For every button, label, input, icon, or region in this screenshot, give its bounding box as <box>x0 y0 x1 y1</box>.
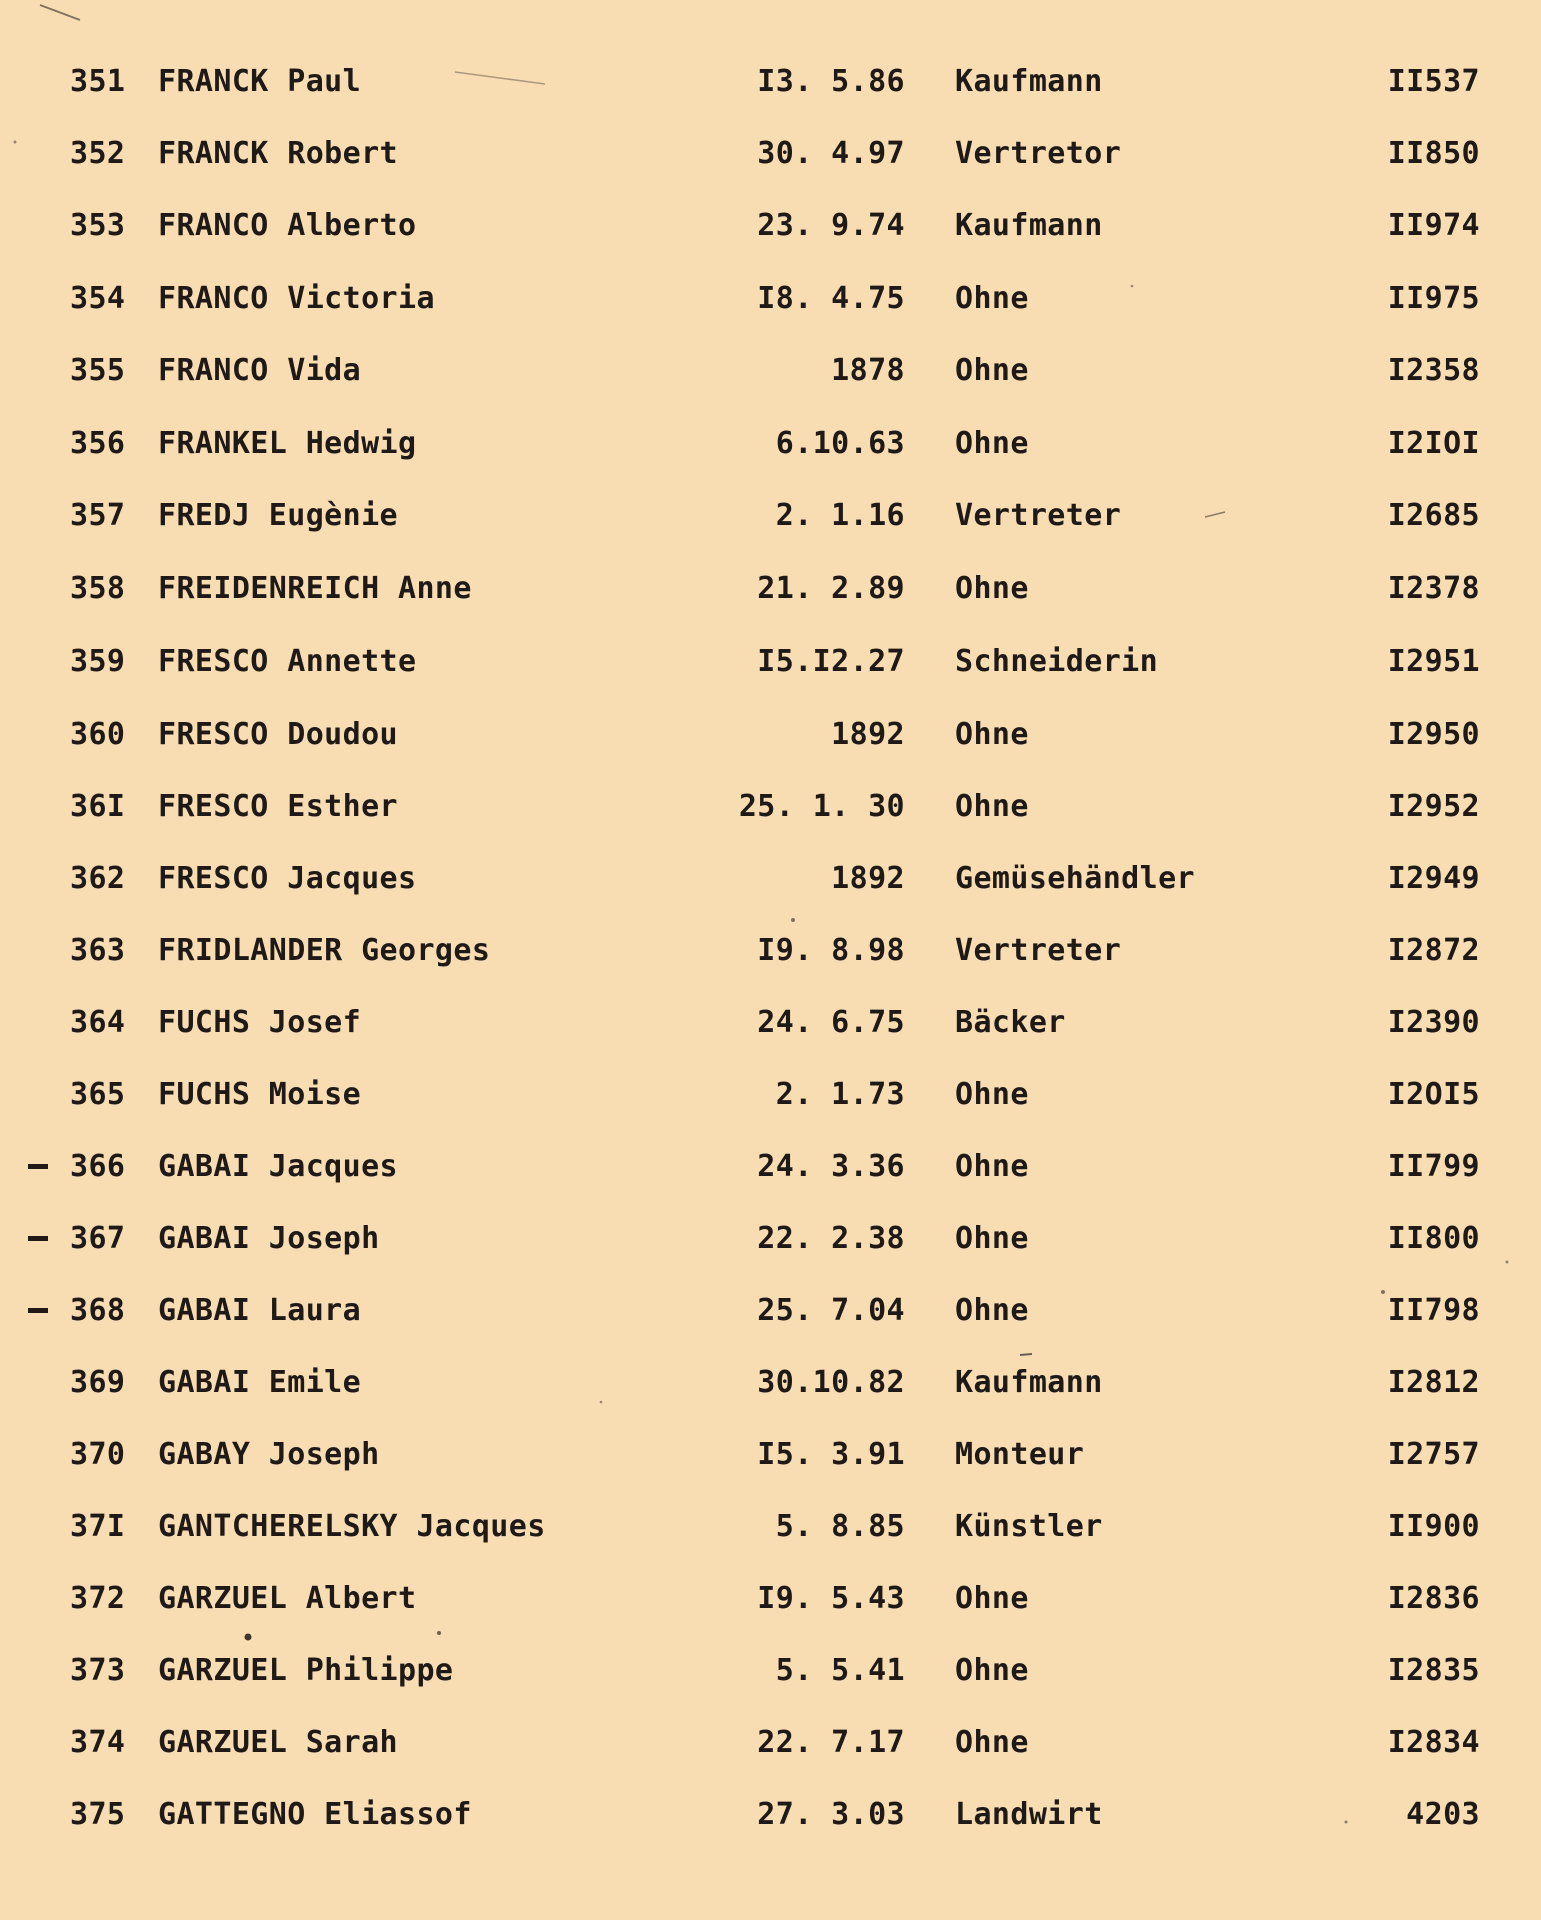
person-name: GARZUEL Philippe <box>158 1653 454 1688</box>
birth-date: 1878 <box>831 353 905 388</box>
record-number: I2949 <box>1387 861 1480 896</box>
birth-date: 30.10.82 <box>757 1365 905 1400</box>
birth-date: I9. 5.43 <box>757 1581 905 1616</box>
record-number: I2950 <box>1387 717 1480 752</box>
entry-number: 374 <box>70 1725 126 1760</box>
birth-date: 6.10.63 <box>775 426 905 461</box>
person-name: FUCHS Moise <box>158 1077 362 1112</box>
person-name: FRESCO Annette <box>158 644 417 679</box>
person-name: FRANCO Vida <box>158 353 362 388</box>
person-name: FRESCO Jacques <box>158 861 417 896</box>
record-number: I2358 <box>1387 353 1480 388</box>
record-number: I2812 <box>1387 1365 1480 1400</box>
occupation: Ohne <box>955 1077 1029 1112</box>
list-item <box>0 1003 1541 1043</box>
occupation: Ohne <box>955 789 1029 824</box>
person-name: FREIDENREICH Anne <box>158 571 472 606</box>
occupation: Ohne <box>955 1581 1029 1616</box>
birth-date: I5.I2.27 <box>757 644 905 679</box>
birth-date: 24. 6.75 <box>757 1005 905 1040</box>
birth-date: 23. 9.74 <box>757 208 905 243</box>
entry-number: 357 <box>70 498 126 533</box>
occupation: Gemüsehändler <box>955 861 1195 896</box>
birth-date: 2. 1.73 <box>775 1077 905 1112</box>
birth-date: I3. 5.86 <box>757 64 905 99</box>
record-number: I2757 <box>1387 1437 1480 1472</box>
birth-date: 1892 <box>831 717 905 752</box>
margin-dash-marker <box>28 1236 48 1241</box>
occupation: Künstler <box>955 1509 1103 1544</box>
entry-number: 36I <box>70 789 126 824</box>
birth-date: 22. 7.17 <box>757 1725 905 1760</box>
occupation: Ohne <box>955 281 1029 316</box>
entry-number: 352 <box>70 136 126 171</box>
entry-number: 375 <box>70 1797 126 1832</box>
person-name: GATTEGNO Eliassof <box>158 1797 472 1832</box>
margin-dash-marker <box>28 1164 48 1169</box>
list-item <box>0 715 1541 755</box>
record-number: II850 <box>1387 136 1480 171</box>
list-item <box>0 62 1541 102</box>
record-number: I2835 <box>1387 1653 1480 1688</box>
entry-number: 356 <box>70 426 126 461</box>
record-number: II974 <box>1387 208 1480 243</box>
list-item <box>0 1435 1541 1475</box>
person-name: FREDJ Eugènie <box>158 498 398 533</box>
occupation: Kaufmann <box>955 208 1103 243</box>
entry-number: 355 <box>70 353 126 388</box>
occupation: Landwirt <box>955 1797 1103 1832</box>
person-name: FRANCO Alberto <box>158 208 417 243</box>
birth-date: 25. 1. 30 <box>738 789 905 824</box>
list-item <box>0 1795 1541 1835</box>
record-number: I2685 <box>1387 498 1480 533</box>
entry-number: 358 <box>70 571 126 606</box>
birth-date: 25. 7.04 <box>757 1293 905 1328</box>
list-item <box>0 787 1541 827</box>
entry-number: 351 <box>70 64 126 99</box>
entry-number: 367 <box>70 1221 126 1256</box>
record-number: II800 <box>1387 1221 1480 1256</box>
birth-date: 21. 2.89 <box>757 571 905 606</box>
occupation: Ohne <box>955 1293 1029 1328</box>
occupation: Kaufmann <box>955 64 1103 99</box>
person-name: FRANCK Paul <box>158 64 362 99</box>
record-number: II975 <box>1387 281 1480 316</box>
person-name: FRANCK Robert <box>158 136 398 171</box>
occupation: Schneiderin <box>955 644 1159 679</box>
person-name: GANTCHERELSKY Jacques <box>158 1509 546 1544</box>
list-item <box>0 1291 1541 1331</box>
birth-date: I9. 8.98 <box>757 933 905 968</box>
record-number: I2836 <box>1387 1581 1480 1616</box>
birth-date: 1892 <box>831 861 905 896</box>
occupation: Bäcker <box>955 1005 1066 1040</box>
occupation: Ohne <box>955 353 1029 388</box>
occupation: Ohne <box>955 1653 1029 1688</box>
list-item <box>0 569 1541 609</box>
entry-number: 362 <box>70 861 126 896</box>
record-number: I2IOI <box>1387 426 1480 461</box>
occupation: Ohne <box>955 426 1029 461</box>
person-name: FRESCO Esther <box>158 789 398 824</box>
occupation: Ohne <box>955 571 1029 606</box>
person-name: GARZUEL Sarah <box>158 1725 398 1760</box>
person-name: FRANKEL Hedwig <box>158 426 417 461</box>
entry-number: 372 <box>70 1581 126 1616</box>
person-name: GABAI Joseph <box>158 1221 380 1256</box>
entry-number: 366 <box>70 1149 126 1184</box>
birth-date: I8. 4.75 <box>757 281 905 316</box>
person-name: GABAI Jacques <box>158 1149 398 1184</box>
entry-number: 354 <box>70 281 126 316</box>
record-number: I2378 <box>1387 571 1480 606</box>
entry-number: 363 <box>70 933 126 968</box>
entry-number: 368 <box>70 1293 126 1328</box>
record-number: I2390 <box>1387 1005 1480 1040</box>
record-number: 4203 <box>1406 1797 1480 1832</box>
record-number: II900 <box>1387 1509 1480 1544</box>
entry-number: 373 <box>70 1653 126 1688</box>
list-item <box>0 134 1541 174</box>
entry-number: 353 <box>70 208 126 243</box>
person-name: FRANCO Victoria <box>158 281 435 316</box>
birth-date: 27. 3.03 <box>757 1797 905 1832</box>
person-name: FRESCO Doudou <box>158 717 398 752</box>
entry-number: 360 <box>70 717 126 752</box>
margin-dash-marker <box>28 1308 48 1313</box>
birth-date: 5. 8.85 <box>775 1509 905 1544</box>
list-item <box>0 859 1541 899</box>
occupation: Kaufmann <box>955 1365 1103 1400</box>
list-item <box>0 1579 1541 1619</box>
record-number: II799 <box>1387 1149 1480 1184</box>
occupation: Vertreter <box>955 498 1122 533</box>
list-item <box>0 1363 1541 1403</box>
birth-date: 2. 1.16 <box>775 498 905 533</box>
list-item <box>0 279 1541 319</box>
occupation: Ohne <box>955 717 1029 752</box>
record-number: II798 <box>1387 1293 1480 1328</box>
person-name: GABAI Emile <box>158 1365 362 1400</box>
list-item <box>0 1723 1541 1763</box>
list-item <box>0 1507 1541 1547</box>
birth-date: 24. 3.36 <box>757 1149 905 1184</box>
person-name: FUCHS Josef <box>158 1005 362 1040</box>
entry-number: 359 <box>70 644 126 679</box>
list-item <box>0 1651 1541 1691</box>
occupation: Monteur <box>955 1437 1085 1472</box>
person-name: GABAY Joseph <box>158 1437 380 1472</box>
list-item <box>0 424 1541 464</box>
birth-date: 5. 5.41 <box>775 1653 905 1688</box>
birth-date: I5. 3.91 <box>757 1437 905 1472</box>
person-name: FRIDLANDER Georges <box>158 933 491 968</box>
list-item <box>0 1219 1541 1259</box>
record-number: II537 <box>1387 64 1480 99</box>
entry-number: 37I <box>70 1509 126 1544</box>
record-number: I2872 <box>1387 933 1480 968</box>
person-name: GARZUEL Albert <box>158 1581 417 1616</box>
occupation: Vertreter <box>955 933 1122 968</box>
record-number: I2951 <box>1387 644 1480 679</box>
list-item <box>0 351 1541 391</box>
list-item <box>0 1075 1541 1115</box>
list-item <box>0 642 1541 682</box>
occupation: Vertretor <box>955 136 1122 171</box>
list-item <box>0 206 1541 246</box>
entry-number: 369 <box>70 1365 126 1400</box>
birth-date: 22. 2.38 <box>757 1221 905 1256</box>
entry-number: 364 <box>70 1005 126 1040</box>
entry-number: 365 <box>70 1077 126 1112</box>
person-name: GABAI Laura <box>158 1293 362 1328</box>
entry-number: 370 <box>70 1437 126 1472</box>
birth-date: 30. 4.97 <box>757 136 905 171</box>
record-number: I2OI5 <box>1387 1077 1480 1112</box>
record-number: I2834 <box>1387 1725 1480 1760</box>
list-item <box>0 1147 1541 1187</box>
occupation: Ohne <box>955 1221 1029 1256</box>
record-number: I2952 <box>1387 789 1480 824</box>
list-item <box>0 496 1541 536</box>
occupation: Ohne <box>955 1149 1029 1184</box>
occupation: Ohne <box>955 1725 1029 1760</box>
list-item <box>0 931 1541 971</box>
